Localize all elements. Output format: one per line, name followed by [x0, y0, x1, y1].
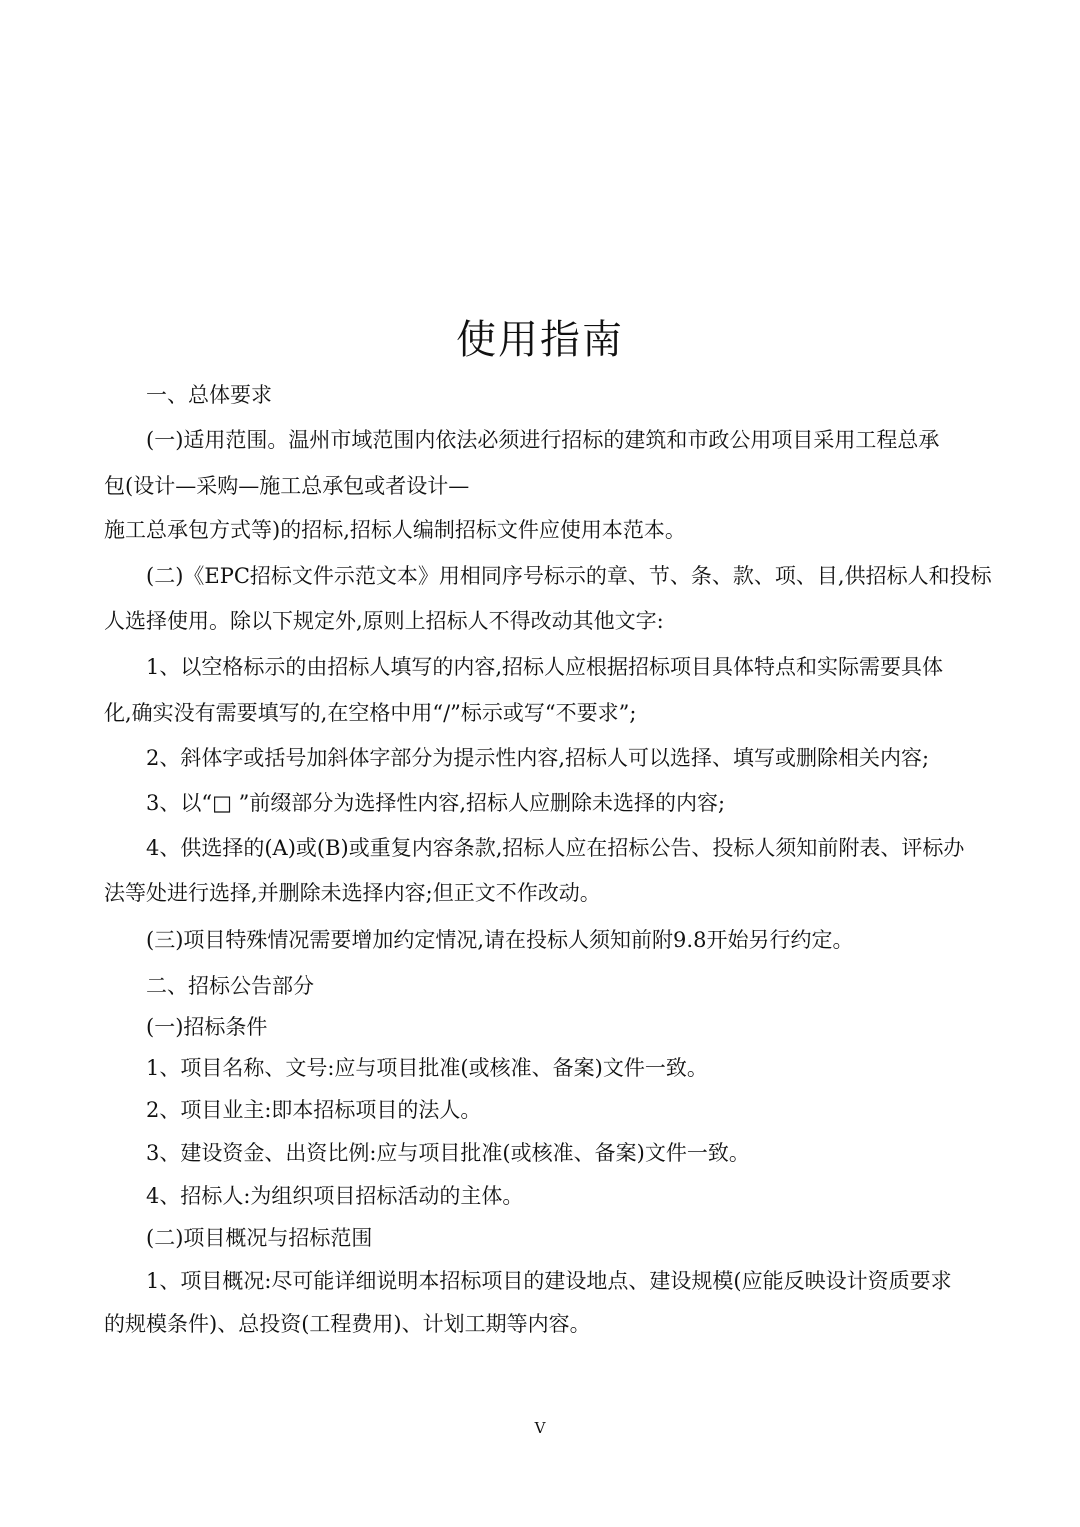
paragraph-line: 包(设计—采购—施工总承包或者设计—	[104, 474, 470, 498]
paragraph-line: 化,确实没有需要填写的,在空格中用“/”标示或写“不要求”;	[104, 701, 637, 725]
paragraph-line: 2、项目业主:即本招标项目的法人。	[146, 1098, 482, 1122]
paragraph-line: (一)适用范围。温州市域范围内依法必须进行招标的建筑和市政公用项目采用工程总承	[146, 428, 940, 452]
paragraph-line: 4、供选择的(A)或(B)或重复内容条款,招标人应在招标公告、投标人须知前附表、评标办	[146, 836, 965, 860]
section-heading-general: 一、总体要求	[146, 383, 272, 407]
paragraph-line: 的规模条件)、总投资(工程费用)、计划工期等内容。	[104, 1312, 591, 1336]
paragraph-line: 人选择使用。除以下规定外,原则上招标人不得改动其他文字:	[104, 609, 664, 633]
section-heading-tender-notice: 二、招标公告部分	[146, 974, 314, 998]
page-number: V	[534, 1419, 546, 1437]
page-title: 使用指南	[456, 317, 624, 363]
paragraph-line: (二)《EPC招标文件示范文本》用相同序号标示的章、节、条、款、项、目,供招标人和投标	[146, 564, 992, 588]
paragraph-line: 1、项目名称、文号:应与项目批准(或核准、备案)文件一致。	[146, 1056, 708, 1080]
paragraph-line: 3、以“□ ”前缀部分为选择性内容,招标人应删除未选择的内容;	[146, 791, 726, 815]
paragraph-line: 2、斜体字或括号加斜体字部分为提示性内容,招标人可以选择、填写或删除相关内容;	[146, 746, 930, 770]
paragraph-line: (三)项目特殊情况需要增加约定情况,请在投标人须知前附9.8开始另行约定。	[146, 928, 854, 952]
paragraph-line: 1、项目概况:尽可能详细说明本招标项目的建设地点、建设规模(应能反映设计资质要求	[146, 1269, 952, 1293]
paragraph-line: 1、以空格标示的由招标人填写的内容,招标人应根据招标项目具体特点和实际需要具体	[146, 655, 944, 679]
subsection-heading: (二)项目概况与招标范围	[146, 1226, 373, 1250]
paragraph-line: 法等处进行选择,并删除未选择内容;但正文不作改动。	[104, 881, 601, 905]
paragraph-line: 3、建设资金、出资比例:应与项目批准(或核准、备案)文件一致。	[146, 1141, 750, 1165]
paragraph-line: 4、招标人:为组织项目招标活动的主体。	[146, 1184, 524, 1208]
paragraph-line: 施工总承包方式等)的招标,招标人编制招标文件应使用本范本。	[104, 518, 686, 542]
subsection-heading: (一)招标条件	[146, 1015, 268, 1039]
